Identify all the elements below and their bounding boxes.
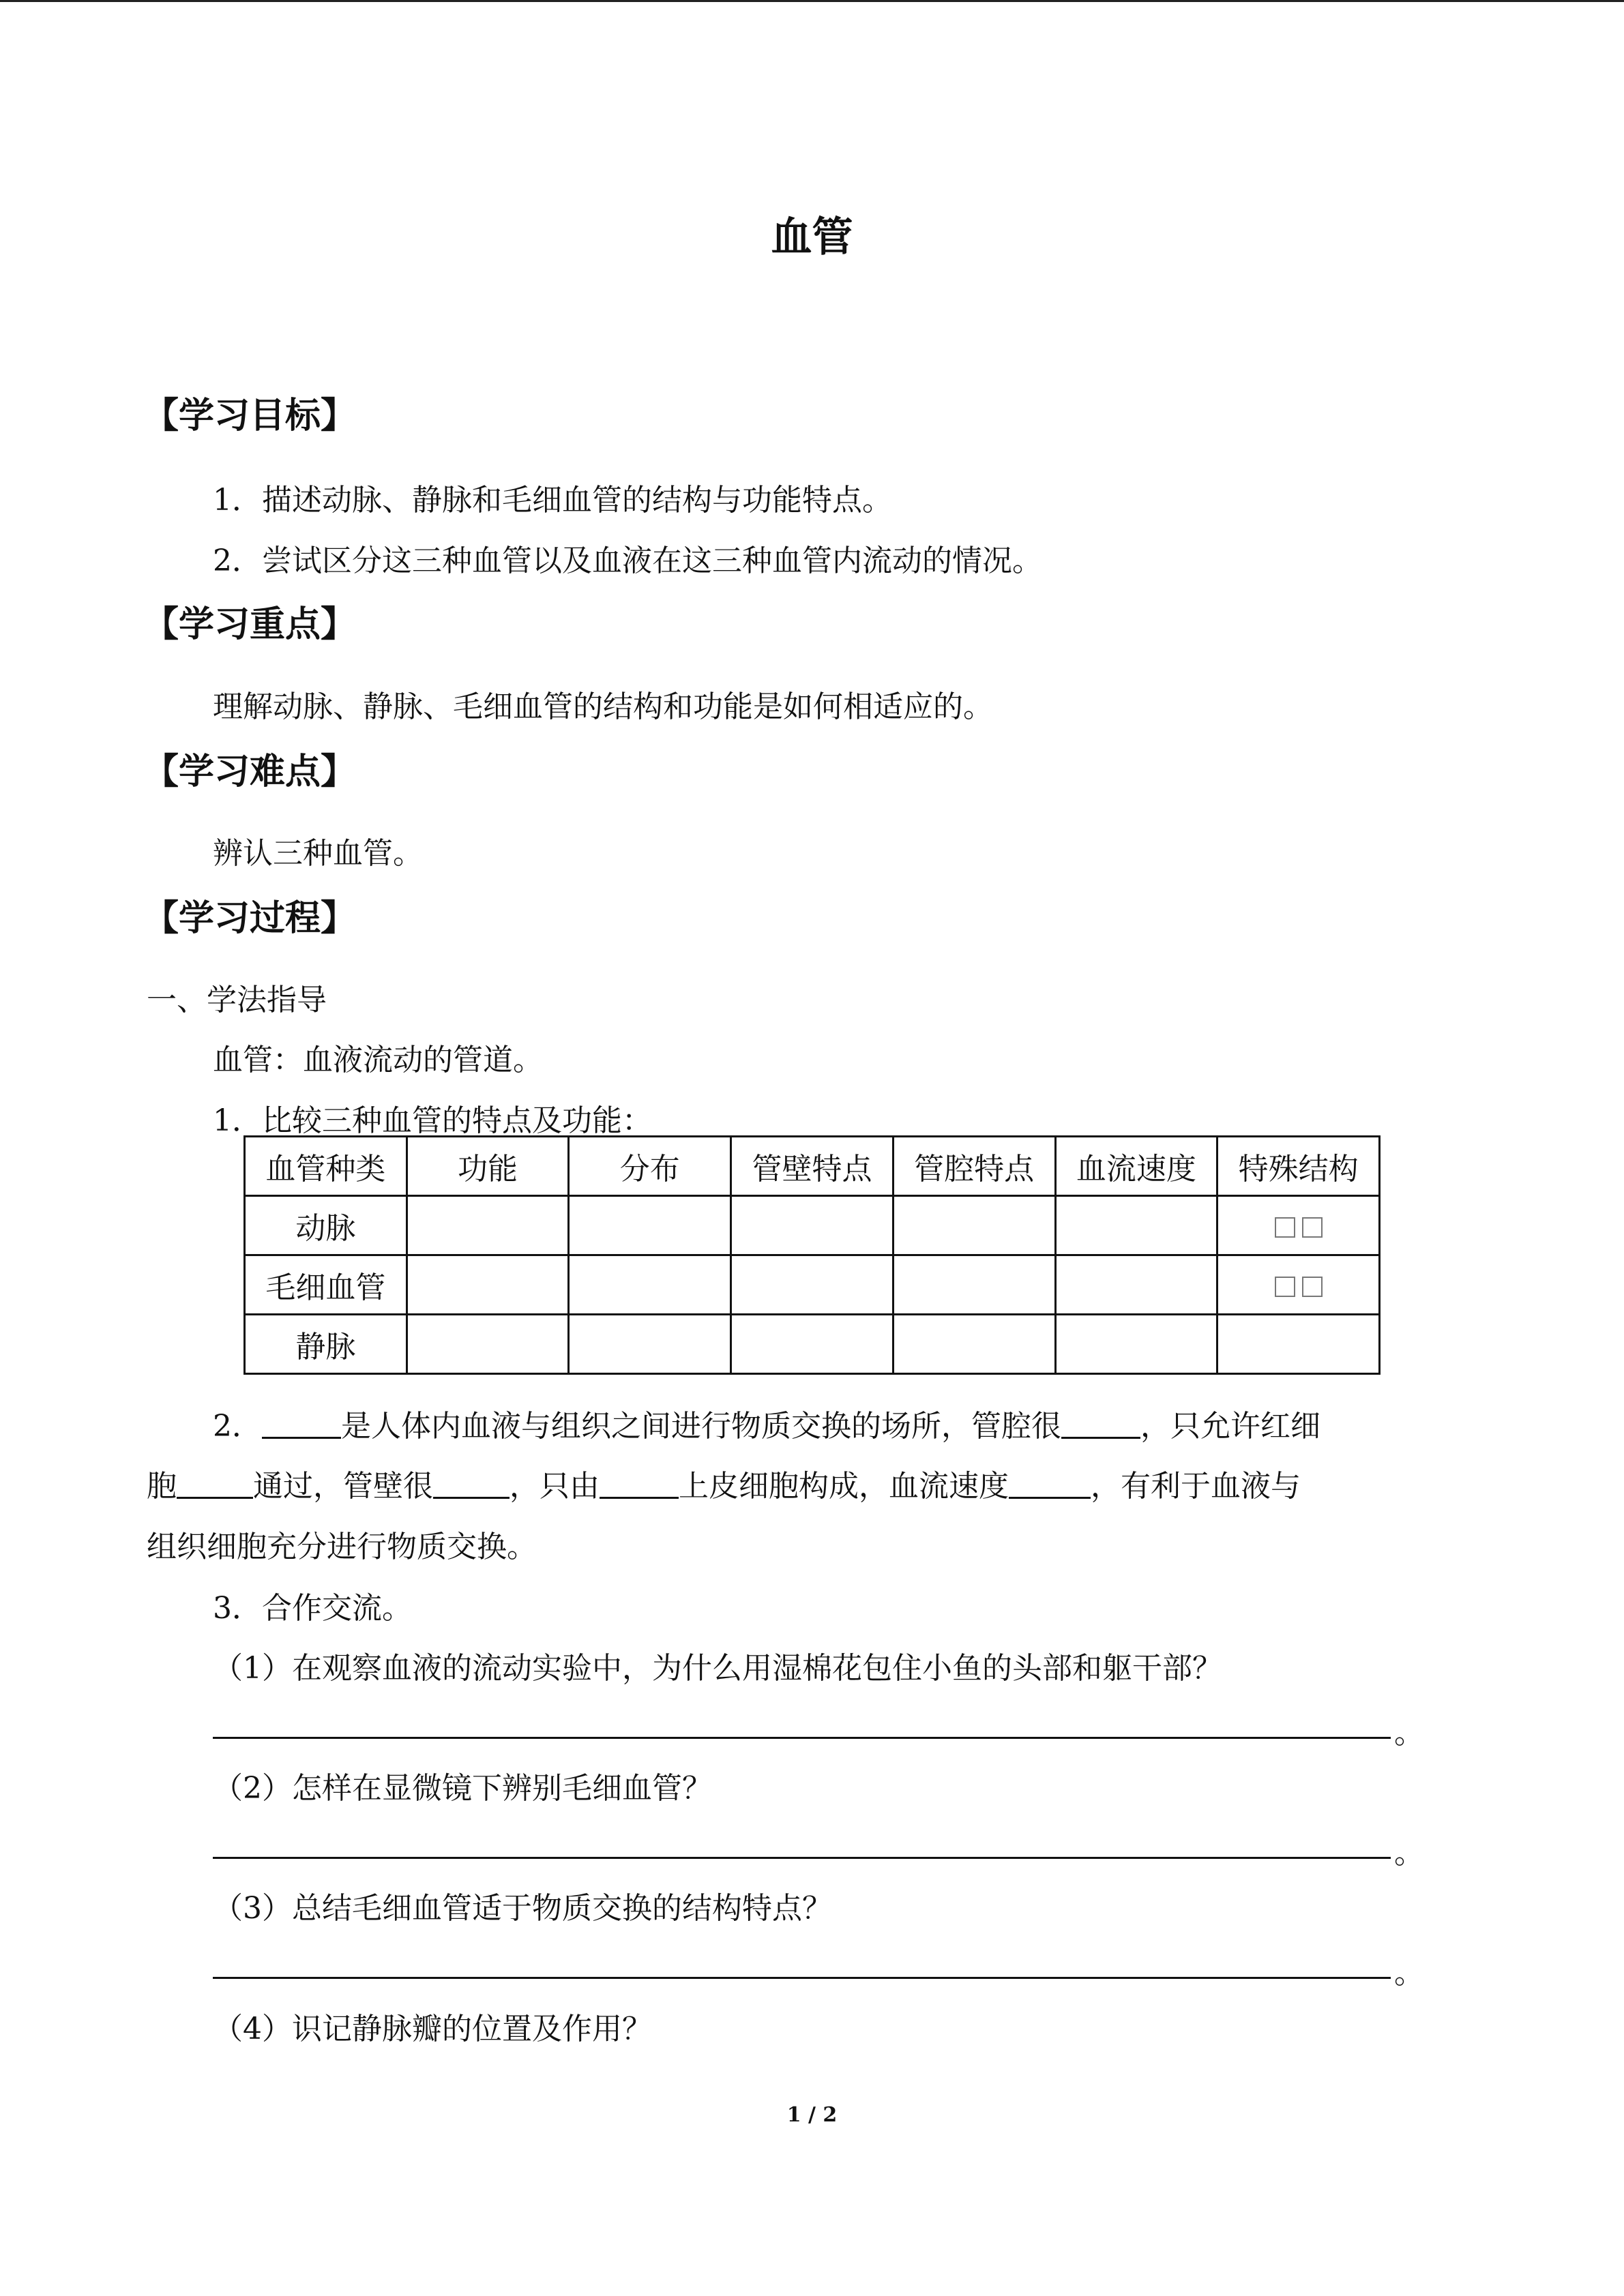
table-cell: [1055, 1255, 1217, 1315]
fill-blank[interactable]: [433, 1470, 510, 1499]
table-row-label: 静脉: [245, 1315, 407, 1374]
table-header-cell: 分布: [569, 1137, 731, 1196]
table-cell: [1217, 1196, 1380, 1255]
table-cell: [893, 1255, 1055, 1315]
table-header-cell: 管壁特点: [731, 1137, 894, 1196]
item2-text: ，有利于血液与: [1091, 1469, 1301, 1504]
question-3: （3）总结毛细血管适于物质交换的结构特点？: [213, 1891, 832, 1926]
table-row-label: 动脉: [245, 1196, 407, 1255]
goal-item-2: 2．尝试区分这三种血管以及血液在这三种血管内流动的情况。: [213, 543, 1042, 578]
table-cell: [893, 1315, 1055, 1374]
table-cell: [407, 1196, 569, 1255]
table-header-cell: 血管种类: [245, 1137, 407, 1196]
item2-text: 通过，管壁很: [253, 1469, 433, 1504]
item2-line2: [147, 1461, 1301, 1505]
question-4: （4）识记静脉瓣的位置及作用？: [213, 2012, 652, 2046]
item2-text: 上皮细胞构成，血流速度: [679, 1469, 1009, 1504]
table-row-label: 毛细血管: [245, 1255, 407, 1315]
item2-text: 胞: [147, 1469, 177, 1504]
document-title: 血管: [771, 213, 853, 261]
answer-period: 。: [1394, 1716, 1424, 1750]
goal-item-1: 1．描述动脉、静脉和毛细血管的结构与功能特点。: [213, 483, 892, 518]
table-cell: [569, 1196, 731, 1255]
table-header-cell: 血流速度: [1055, 1137, 1217, 1196]
part1-title: 一、学法指导: [147, 983, 327, 1017]
answer-period: 。: [1394, 1836, 1424, 1870]
item1-label: 1．比较三种血管的特点及功能：: [213, 1103, 652, 1138]
table-header-cell: 管腔特点: [893, 1137, 1055, 1196]
item2-text: ，只由: [510, 1469, 600, 1504]
table-cell: [731, 1255, 894, 1315]
square-glyph-icon: [1275, 1217, 1295, 1238]
question-1: （1）在观察血液的流动实验中，为什么用湿棉花包住小鱼的头部和躯干部？: [213, 1651, 1222, 1686]
table-row: [245, 1255, 1380, 1315]
difficulty-heading: 【学习难点】: [143, 751, 357, 792]
table-cell: [407, 1315, 569, 1374]
table-cell: [569, 1315, 731, 1374]
process-heading: 【学习过程】: [143, 898, 357, 939]
square-glyph-icon: [1275, 1277, 1295, 1297]
table-cell: [407, 1255, 569, 1315]
fill-blank[interactable]: [1009, 1470, 1091, 1499]
square-glyph-icon: [1302, 1277, 1323, 1297]
table-cell: [1055, 1196, 1217, 1255]
table-cell: [569, 1255, 731, 1315]
vessel-comparison-table: [243, 1135, 1381, 1375]
item2-text: ，只允许红细: [1140, 1409, 1320, 1444]
fill-blank[interactable]: [262, 1410, 341, 1439]
answer-line[interactable]: [213, 1857, 1391, 1859]
page-number: 1 / 2: [786, 2103, 838, 2127]
item2-line1: [213, 1401, 1320, 1445]
table-cell: [893, 1196, 1055, 1255]
fill-blank[interactable]: [177, 1470, 253, 1499]
item2-number: 2．: [213, 1409, 262, 1444]
answer-line[interactable]: [213, 1977, 1391, 1979]
vessel-definition: 血管：血液流动的管道。: [213, 1043, 543, 1077]
table-cell: [1217, 1315, 1380, 1374]
answer-period: 。: [1394, 1956, 1424, 1991]
table-row: [245, 1315, 1380, 1374]
table-row: [245, 1196, 1380, 1255]
table-header-cell: 特殊结构: [1217, 1137, 1380, 1196]
key-points-heading: 【学习重点】: [143, 604, 357, 645]
difficulty-text: 辨认三种血管。: [213, 836, 423, 871]
goals-heading: 【学习目标】: [143, 396, 357, 436]
fill-blank[interactable]: [600, 1470, 679, 1499]
item2-text: 是人体内血液与组织之间进行物质交换的场所，管腔很: [341, 1409, 1061, 1444]
table-cell: [1055, 1315, 1217, 1374]
question-2: （2）怎样在显微镜下辨别毛细血管？: [213, 1771, 712, 1806]
item3-label: 3．合作交流。: [213, 1591, 412, 1626]
fill-blank[interactable]: [1061, 1410, 1140, 1439]
table-cell: [731, 1196, 894, 1255]
table-header-row: [245, 1137, 1380, 1196]
table-cell: [731, 1315, 894, 1374]
key-points-text: 理解动脉、静脉、毛细血管的结构和功能是如何相适应的。: [213, 689, 993, 724]
table-header-cell: 功能: [407, 1137, 569, 1196]
table-cell: [1217, 1255, 1380, 1315]
square-glyph-icon: [1302, 1217, 1323, 1238]
item2-line3: 组织细胞充分进行物质交换。: [147, 1530, 537, 1564]
answer-line[interactable]: [213, 1737, 1391, 1739]
